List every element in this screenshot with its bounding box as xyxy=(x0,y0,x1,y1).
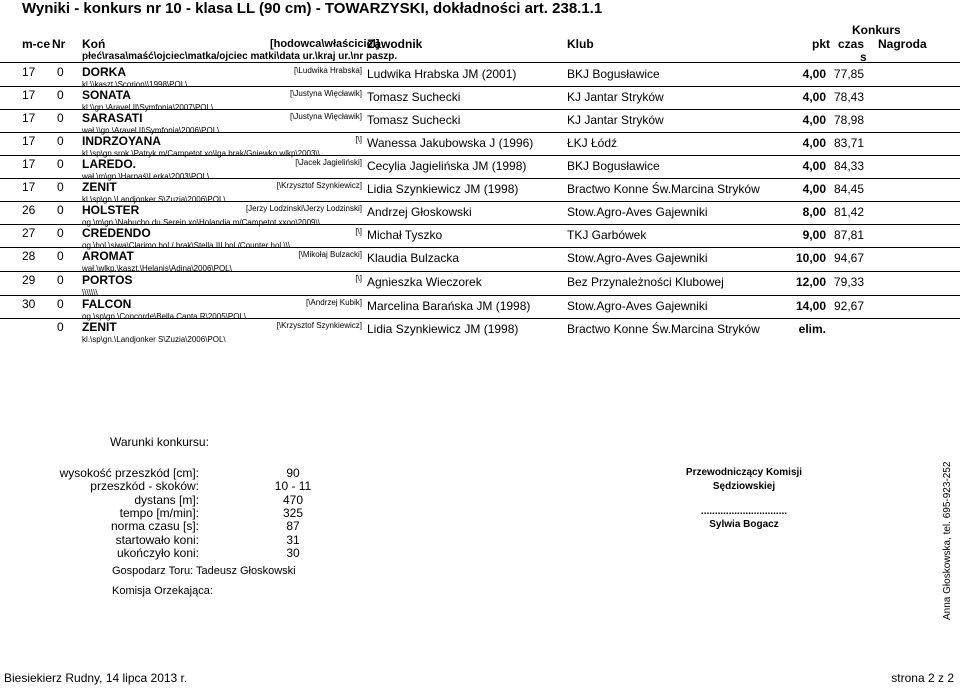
start-number: 0 xyxy=(57,65,64,79)
condition-value: 31 xyxy=(286,532,300,547)
row-divider xyxy=(0,155,960,156)
signature-name: Sylwia Bogacz xyxy=(709,519,779,530)
header-subtitle: płeć\rasa\maść\ojciec\matka/ojciec matki\data ur.\kraj ur.\nr paszp. xyxy=(82,51,398,62)
footer-page-number: strona 2 z 2 xyxy=(891,671,954,685)
page-title: Wyniki - konkurs nr 10 - klasa LL (90 cm) - TOWARZYSKI, dokładności art. 238.1.1 xyxy=(22,0,603,17)
horse-name: PORTOS xyxy=(82,273,133,287)
club-name: KJ Jantar Stryków xyxy=(567,90,664,104)
header-pkt: pkt xyxy=(812,37,830,51)
row-divider xyxy=(0,178,960,179)
condition-row xyxy=(0,519,420,533)
header-seconds: s xyxy=(860,50,867,64)
place: 17 xyxy=(22,65,36,79)
row-divider xyxy=(0,224,960,225)
condition-label: przeszkód - skoków: xyxy=(90,479,199,494)
condition-row xyxy=(0,466,420,480)
condition-value: 10 - 11 xyxy=(274,479,312,494)
row-divider xyxy=(0,247,960,248)
place: 26 xyxy=(22,203,36,217)
horse-info: wał.\\gn.\Aravel II\Symfonia\2006\POL\ xyxy=(82,126,220,135)
start-number: 0 xyxy=(57,297,64,311)
time: 77,85 xyxy=(833,67,864,81)
horse-info: kl.\sp\gn.srok.\Patryk m/Campetot xo\Iga brak/Gniewko wlkp\2003\\ xyxy=(82,149,320,158)
horse-info: kl.\sp\gn.\Landjonker S\Zuzia\2006\POL\ xyxy=(82,335,226,344)
header-owner: [hodowca\właściciel] xyxy=(270,38,380,50)
rider-name: Klaudia Bulzacka xyxy=(367,251,460,265)
points: 4,00 xyxy=(802,67,826,81)
time: 78,43 xyxy=(833,90,864,104)
condition-label: tempo [m/min]: xyxy=(119,505,199,520)
club-name: Stow.Agro-Aves Gajewniki xyxy=(567,251,708,265)
horse-name: SARASATI xyxy=(82,111,143,125)
club-name: BKJ Bogusławice xyxy=(567,159,660,173)
condition-label: ukończyło koni: xyxy=(116,545,199,560)
footer-place-date: Biesiekierz Rudny, 14 lipca 2013 r. xyxy=(4,671,188,685)
horse-info: kl.\\gn.\Aravel II\Symfonia\2007\POL\ xyxy=(82,103,214,112)
horse-info: kl.\sp\gn.\Landjonker S\Zuzia\2006\POL\ xyxy=(82,195,226,204)
start-number: 0 xyxy=(57,203,64,217)
horse-name: INDRZOYANA xyxy=(82,134,161,148)
place: 29 xyxy=(22,273,36,287)
place: 30 xyxy=(22,297,36,311)
condition-row xyxy=(0,479,420,493)
row-divider xyxy=(0,271,960,272)
horse-name: DORKA xyxy=(82,65,126,79)
place: 27 xyxy=(22,226,36,240)
owner: [\Andrzej Kubik] xyxy=(305,298,362,307)
club-name: Stow.Agro-Aves Gajewniki xyxy=(567,205,708,219)
start-number: 0 xyxy=(57,320,64,334)
horse-info: og.\sp\gn.\Concorde\Bella Canta R\2005\POL\ xyxy=(82,312,247,321)
time: 78,98 xyxy=(833,113,864,127)
condition-row xyxy=(0,546,420,560)
owner: [\Mikołaj Bulzacki] xyxy=(298,250,362,259)
club-name: BKJ Bogusławice xyxy=(567,67,660,81)
owner: [\Justyna Więcławik] xyxy=(289,112,362,121)
points: 10,00 xyxy=(795,251,826,265)
club-name: Stow.Agro-Aves Gajewniki xyxy=(567,299,708,313)
points: 4,00 xyxy=(802,159,826,173)
time: 94,67 xyxy=(833,251,864,265)
points: elim. xyxy=(798,322,826,336)
track-host: Gospodarz Toru: Tadeusz Głoskowski xyxy=(112,565,296,577)
header-konkurs: Konkurs xyxy=(852,23,901,37)
condition-label: dystans [m]: xyxy=(134,492,199,507)
header-mce: m-ce xyxy=(22,37,51,51)
owner: [\Ludwika Hrabska] xyxy=(293,66,362,75)
start-number: 0 xyxy=(57,249,64,263)
points: 4,00 xyxy=(802,113,826,127)
start-number: 0 xyxy=(57,111,64,125)
condition-row xyxy=(0,533,420,547)
table-row xyxy=(0,320,960,354)
points: 14,00 xyxy=(795,299,826,313)
row-divider xyxy=(0,86,960,87)
points: 4,00 xyxy=(802,90,826,104)
start-number: 0 xyxy=(57,180,64,194)
row-divider xyxy=(0,109,960,110)
header-czas: czas xyxy=(838,37,865,51)
time: 81,42 xyxy=(833,205,864,219)
start-number: 0 xyxy=(57,134,64,148)
owner: [\Krzysztof Szynkiewicz] xyxy=(276,321,362,330)
time: 87,81 xyxy=(833,228,864,242)
row-divider xyxy=(0,201,960,202)
conditions-heading: Warunki konkursu: xyxy=(110,435,209,449)
horse-name: CREDENDO xyxy=(82,226,151,240)
horse-name: ZENIT xyxy=(82,180,117,194)
place: 17 xyxy=(22,157,36,171)
rider-name: Andrzej Głoskowski xyxy=(367,205,472,219)
time: 84,33 xyxy=(833,159,864,173)
rider-name: Marcelina Barańska JM (1998) xyxy=(367,299,531,313)
jury-label: Komisja Orzekająca: xyxy=(112,585,213,597)
horse-name: SONATA xyxy=(82,88,131,102)
place: 17 xyxy=(22,88,36,102)
rider-name: Michał Tyszko xyxy=(367,228,443,242)
owner: [\Krzysztof Szynkiewicz] xyxy=(276,181,362,190)
condition-value: 325 xyxy=(282,505,304,520)
club-name: ŁKJ Łódź xyxy=(567,136,618,150)
place: 17 xyxy=(22,180,36,194)
rider-name: Tomasz Suchecki xyxy=(367,113,461,127)
place: 17 xyxy=(22,134,36,148)
horse-name: LAREDO. xyxy=(82,157,136,171)
owner: [\] xyxy=(355,227,362,236)
header-club: Klub xyxy=(567,37,594,51)
time: 92,67 xyxy=(833,299,864,313)
club-name: Bez Przynależności Klubowej xyxy=(567,275,724,289)
owner: [Jerzy Lodzinski\Jerzy Lodzinski] xyxy=(245,204,362,213)
header-nr: Nr xyxy=(52,37,66,51)
time: 84,45 xyxy=(833,182,864,196)
club-name: Bractwo Konne Św.Marcina Stryków xyxy=(567,322,760,336)
condition-label: norma czasu [s]: xyxy=(110,519,199,534)
horse-name: ZENIT xyxy=(82,320,117,334)
horse-info: og.\hol.\siwa\Clarimo hol./ brak\Stella III hol./Counter hol.\\\ xyxy=(82,241,291,250)
header-rider: Zawodnik xyxy=(367,37,423,51)
start-number: 0 xyxy=(57,88,64,102)
rider-name: Agnieszka Wieczorek xyxy=(367,275,482,289)
row-divider xyxy=(0,318,960,319)
time: 79,33 xyxy=(833,275,864,289)
horse-info: \\\\\\\ xyxy=(82,288,98,297)
condition-label: wysokość przeszkód [cm]: xyxy=(59,466,199,480)
condition-value: 470 xyxy=(282,492,304,507)
header-nagroda: Nagroda xyxy=(878,37,927,51)
horse-name: AROMAT xyxy=(82,249,134,263)
horse-info: wał.\m\gn.\Harnaś\Lerka\2003\POL\ xyxy=(82,172,210,181)
signature-title-2: Sędziowskiej xyxy=(712,481,776,492)
club-name: Bractwo Konne Św.Marcina Stryków xyxy=(567,182,760,196)
points: 8,00 xyxy=(802,205,826,219)
points: 12,00 xyxy=(795,275,826,289)
owner: [\Justyna Więcławik] xyxy=(289,89,362,98)
horse-info: wał.\wlkp.\kaszt.\Helanis\Adina\2006\POL\ xyxy=(82,264,232,273)
horse-info: kl.\\kaszt.\Scorion\\1998\POL\ xyxy=(82,80,188,89)
rider-name: Lidia Szynkiewicz JM (1998) xyxy=(367,182,519,196)
header-divider xyxy=(0,62,960,63)
place: 28 xyxy=(22,249,36,263)
condition-value: 30 xyxy=(286,545,300,560)
points: 4,00 xyxy=(802,136,826,150)
owner: [\] xyxy=(355,274,362,283)
rider-name: Wanessa Jakubowska J (1996) xyxy=(367,136,534,150)
header-kon: Koń xyxy=(82,37,106,51)
condition-value: 90 xyxy=(286,466,300,480)
horse-name: HOLSTER xyxy=(82,203,140,217)
rider-name: Ludwika Hrabska JM (2001) xyxy=(367,67,517,81)
condition-row xyxy=(0,506,420,520)
club-name: KJ Jantar Stryków xyxy=(567,113,664,127)
start-number: 0 xyxy=(57,226,64,240)
side-contact-text: Anna Głoskowska, tel. 695-923-252 xyxy=(942,461,953,620)
owner: [\Jacek Jagieliński] xyxy=(295,158,362,167)
signature-title-1: Przewodniczący Komisji xyxy=(685,467,803,478)
condition-value: 87 xyxy=(286,519,300,534)
rider-name: Cecylia Jagielińska JM (1998) xyxy=(367,159,527,173)
horse-name: FALCON xyxy=(82,297,132,311)
start-number: 0 xyxy=(57,157,64,171)
row-divider xyxy=(0,132,960,133)
row-divider xyxy=(0,295,960,296)
rider-name: Lidia Szynkiewicz JM (1998) xyxy=(367,322,519,336)
place: 17 xyxy=(22,111,36,125)
condition-label: startowało koni: xyxy=(115,532,199,547)
points: 4,00 xyxy=(802,182,826,196)
owner: [\] xyxy=(355,135,362,144)
start-number: 0 xyxy=(57,273,64,287)
time: 83,71 xyxy=(833,136,864,150)
rider-name: Tomasz Suchecki xyxy=(367,90,461,104)
club-name: TKJ Garbówek xyxy=(567,228,647,242)
signature-dots: ............................... xyxy=(700,506,788,517)
condition-row xyxy=(0,493,420,507)
points: 9,00 xyxy=(802,228,826,242)
horse-info: og.\m\gn.\Nabucho du Serein xo\Holandia m/Campetot xxoo\2009\\ xyxy=(82,218,320,227)
